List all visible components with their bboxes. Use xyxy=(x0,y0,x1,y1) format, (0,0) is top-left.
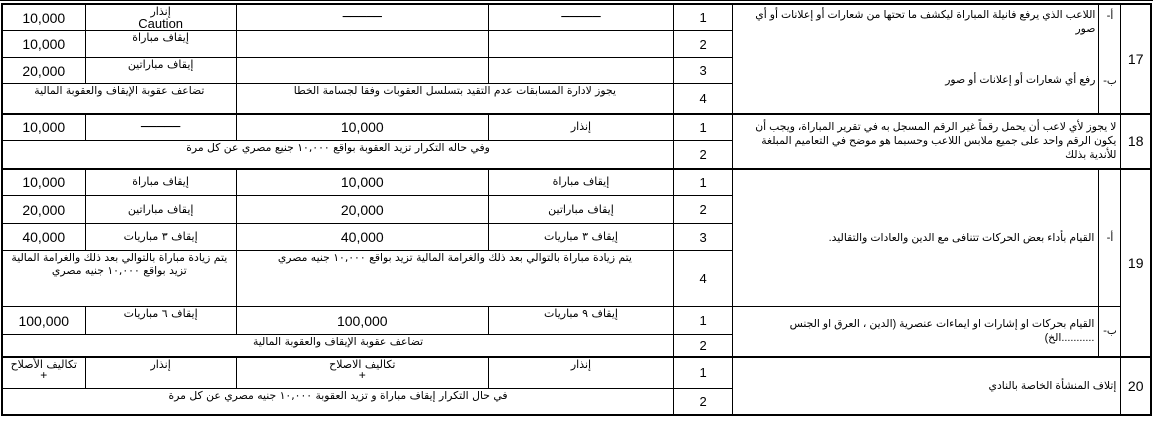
section-article-18 xyxy=(2,114,1151,169)
fine-primary-dash: ───── xyxy=(236,4,488,31)
violation-item-a: القيام بأداء بعض الحركات تتنافى مع الدين والعادات والتقاليد. xyxy=(828,231,1095,244)
plus-sign: + xyxy=(40,367,48,382)
violation-line: لا يجوز لأي لاعب أن يحمل رقماً غير الرقم المسجل به في تقرير المباراة، ويجب أن xyxy=(755,121,1117,133)
violation-line: اللاعب الذي يرفع فانيلة المباراة ليكشف ما تحتها من شعارات أو إعلانات أو أي xyxy=(755,9,1096,21)
note-text: تزيد بواقع ١٠,٠٠٠ جنيه مصري xyxy=(51,264,187,277)
violation-line: إتلاف المنشأة الخاصة بالنادي xyxy=(988,379,1117,392)
fine-primary: 20,000 xyxy=(236,196,488,224)
fine-secondary xyxy=(2,357,85,389)
violation-line: للأندية بذلك xyxy=(1065,149,1117,161)
fine-primary: 40,000 xyxy=(236,224,488,251)
note-text: في حال التكرار إيقاف مباراة و تزيد العقوبة ١٠,٠٠٠ جنيه مصري عن كل مرة xyxy=(168,389,508,402)
penalty-secondary: إيقاف مباراة xyxy=(85,31,236,58)
occurrence-number: 1 xyxy=(674,4,733,31)
item-marker-a: أ- xyxy=(1106,231,1114,244)
penalty-note-full xyxy=(2,335,674,357)
fine-secondary: 10,000 xyxy=(2,31,85,58)
penalty-note-mid xyxy=(236,251,673,307)
violation-description xyxy=(733,307,1099,357)
penalty-primary: إنذار xyxy=(488,357,673,389)
occurrence-number: 1 xyxy=(674,357,733,389)
penalties-table xyxy=(1,3,1152,416)
fine-secondary: 40,000 xyxy=(2,224,85,251)
item-marker-column xyxy=(1099,307,1121,357)
note-text: تضاعف عقوبة الإيقاف والعقوبة المالية xyxy=(34,84,205,97)
section-article-19 xyxy=(2,169,1151,357)
occurrence-number: 2 xyxy=(674,31,733,58)
item-marker-column xyxy=(1099,169,1121,307)
fine-secondary: 10,000 xyxy=(2,114,85,141)
penalty-secondary: إيقاف مباراتين xyxy=(85,196,236,224)
fine-primary: 100,000 xyxy=(236,307,488,335)
penalty-note-left xyxy=(2,251,236,307)
article-number: 20 xyxy=(1121,357,1151,415)
plus-sign: + xyxy=(358,367,366,382)
penalty-note-mid xyxy=(236,84,673,114)
fine-secondary: 10,000 xyxy=(2,169,85,196)
occurrence-number: 1 xyxy=(674,307,733,335)
item-marker-a: أ- xyxy=(1106,10,1114,22)
section-article-17 xyxy=(2,4,1151,114)
fine-secondary: 20,000 xyxy=(2,58,85,84)
occurrence-number: 1 xyxy=(674,169,733,196)
article-number: 17 xyxy=(1121,4,1151,114)
occurrence-number: 4 xyxy=(674,84,733,114)
violation-description xyxy=(733,4,1099,114)
violation-line: يكون الرقم واحد على جميع ملابس اللاعب وحسبما هو موضح في التعاميم المبلغة xyxy=(761,135,1117,147)
penalty-note-full xyxy=(2,141,674,169)
penalty-primary: إيقاف مباراتين xyxy=(488,196,673,224)
violation-line: صور xyxy=(1075,23,1096,35)
fine-secondary: 100,000 xyxy=(2,307,85,335)
item-marker-b: ب- xyxy=(1103,75,1117,87)
occurrence-number: 2 xyxy=(674,335,733,357)
violation-description xyxy=(733,114,1121,169)
section-article-20 xyxy=(2,357,1151,415)
occurrence-number: 2 xyxy=(674,196,733,224)
penalty-secondary: إيقاف مباراتين xyxy=(85,58,236,84)
violation-line: رفع أي شعارات أو إعلانات أو صور xyxy=(945,74,1096,86)
penalty-primary: إيقاف ٩ مباريات xyxy=(488,307,673,335)
fine-label: تكاليف الاصلاح xyxy=(329,357,396,371)
fine-secondary: 20,000 xyxy=(2,196,85,224)
empty-cell xyxy=(488,58,673,84)
item-marker-b: ب- xyxy=(1103,325,1117,338)
occurrence-number: 2 xyxy=(674,141,733,169)
fine-primary: 10,000 xyxy=(236,169,488,196)
violation-description xyxy=(733,169,1099,307)
occurrence-number: 4 xyxy=(674,251,733,307)
penalty-secondary: إيقاف ٣ مباريات xyxy=(85,224,236,251)
penalty-label-ar: إنذار xyxy=(150,5,171,18)
fine-primary xyxy=(236,357,488,389)
empty-cell xyxy=(236,31,488,58)
note-text: يتم زيادة مباراة بالتوالي بعد ذلك والغرامة المالية xyxy=(11,251,228,264)
penalty-primary-dash: ───── xyxy=(488,4,673,31)
note-text: يتم زيادة مباراة بالتوالي بعد ذلك والغرامة المالية تزيد بواقع ١٠,٠٠٠ جنيه مصري xyxy=(277,251,632,264)
item-marker-column xyxy=(1099,4,1121,114)
fine-primary: 10,000 xyxy=(236,114,488,141)
empty-cell xyxy=(488,31,673,58)
article-number: 18 xyxy=(1121,114,1151,169)
penalty-primary: إيقاف ٣ مباريات xyxy=(488,224,673,251)
occurrence-number: 3 xyxy=(674,58,733,84)
violation-item-b xyxy=(736,73,1095,87)
penalty-secondary: إيقاف مباراة xyxy=(85,169,236,196)
fine-secondary: 10,000 xyxy=(2,4,85,31)
violation-description xyxy=(733,357,1121,415)
violation-item-a xyxy=(736,8,1095,36)
occurrence-number: 3 xyxy=(674,224,733,251)
violation-line: القيام بحركات او إشارات او ايماءات عنصرية (الدين ، العرق او الجنس xyxy=(789,318,1095,331)
note-text: يجوز لادارة المسابقات عدم التقيد بتسلسل العقوبات وفقا لجسامة الخطا xyxy=(293,84,616,97)
note-text: تضاعف عقوبة الإيقاف والعقوبة المالية xyxy=(252,335,424,348)
penalty-secondary: إنذار xyxy=(85,357,236,389)
empty-cell xyxy=(236,58,488,84)
penalty-note-full xyxy=(2,389,674,415)
penalty-secondary: إيقاف ٦ مباريات xyxy=(85,307,236,335)
penalty-secondary-dash: ───── xyxy=(85,114,236,141)
occurrence-number: 2 xyxy=(674,389,733,415)
fine-label: تكاليف الأصلاح xyxy=(10,357,77,371)
penalty-secondary xyxy=(85,4,236,31)
occurrence-number: 1 xyxy=(674,114,733,141)
violation-line: ...........الخ) xyxy=(1044,332,1095,345)
note-text: وفي حاله التكرار تزيد العقوبة بواقع ١٠,٠٠٠ جنيع مصري عن كل مرة xyxy=(186,141,490,154)
penalty-note-left xyxy=(2,84,236,114)
penalty-primary: إيقاف مباراة xyxy=(488,169,673,196)
penalty-label-en: Caution xyxy=(138,16,184,31)
article-number: 19 xyxy=(1121,169,1151,357)
penalty-primary: إنذار xyxy=(488,114,673,141)
